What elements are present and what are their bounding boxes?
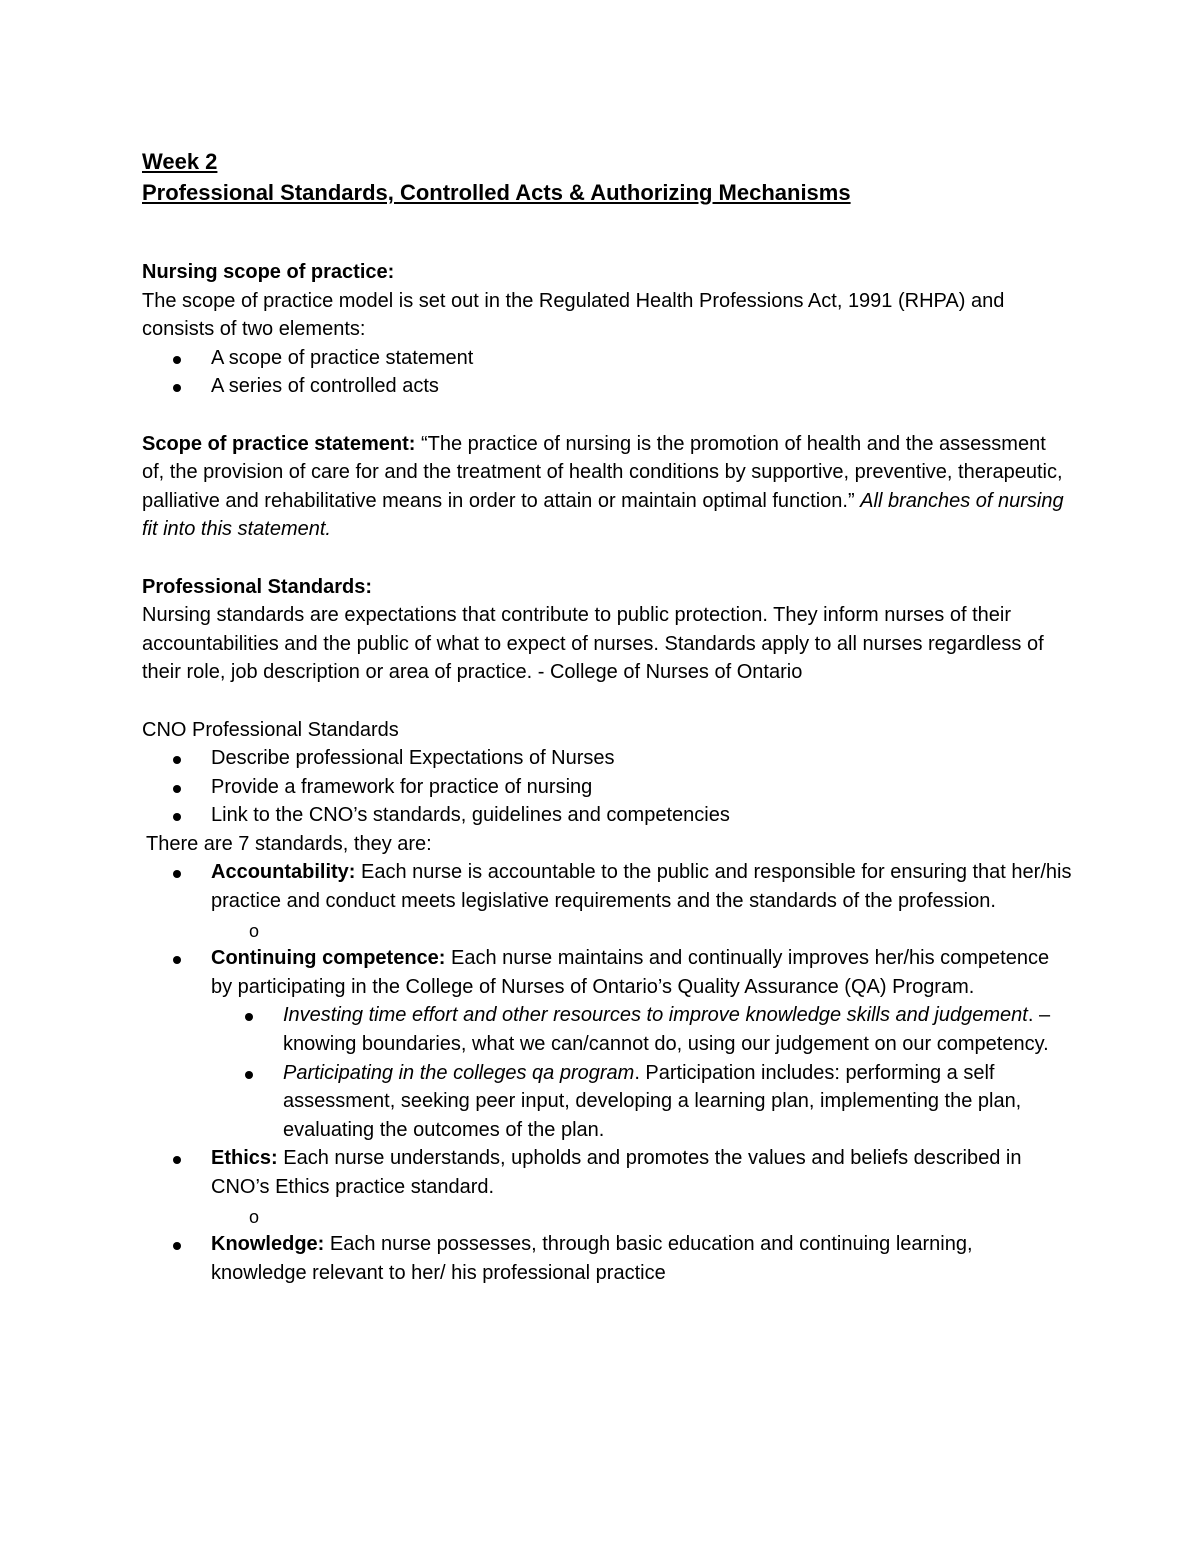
circle-bullet-icon: o xyxy=(249,1206,260,1227)
cno-list xyxy=(142,744,1072,830)
bullet-icon xyxy=(173,858,181,887)
cno-heading: CNO Professional Standards xyxy=(142,718,399,741)
list-item: Describe professional Expectations of Nurses xyxy=(142,744,1072,773)
standard-knowledge: Knowledge: Each nurse possesses, through basic education and continuing learning, knowledge relevant to her/ his professional practice xyxy=(142,1230,1072,1287)
document-title: Professional Standards, Controlled Acts & Authorizing Mechanisms xyxy=(142,180,851,205)
scope-statement-label: Scope of practice statement: xyxy=(142,432,416,455)
list-item: A series of controlled acts xyxy=(142,372,1072,401)
scope-statement-note: All branches of nursing fit into this statement. xyxy=(142,489,1064,541)
standards-heading: Professional Standards: xyxy=(142,575,373,598)
bullet-icon xyxy=(173,1144,181,1173)
competence-sub-item: Investing time effort and other resources to improve knowledge skills and judgement. – knowing boundaries, what we can/cannot do, using our judgement on our competency. xyxy=(142,1001,1072,1058)
bullet-icon xyxy=(173,344,181,373)
standard-accountability: Accountability: Each nurse is accountable to the public and responsible for ensuring that her/his practice and conduct meets legislative requirements and the standards of the profession. xyxy=(142,858,1072,915)
bullet-icon xyxy=(245,1001,253,1030)
standards-paragraph: Nursing standards are expectations that contribute to public protection. They inform nurses of their accountabilities and the public of what to expect of nurses. Standards apply to all nurses regardless of their role, job description or area of practice. - College of Nurses of Ontario xyxy=(142,604,1044,684)
seven-standards-list xyxy=(142,858,1072,1287)
scope-heading: Nursing scope of practice: xyxy=(142,261,395,283)
standard-continuing-competence: Continuing competence: Each nurse maintains and continually improves her/his competence by participating in the College of Nurses of Ontario’s Quality Assurance (QA) Program. xyxy=(142,944,1072,1001)
week-heading: Week 2 xyxy=(142,149,218,174)
seven-standards-intro: There are 7 standards, they are: xyxy=(146,832,432,855)
scope-elements-list xyxy=(142,344,1072,401)
bullet-icon xyxy=(173,372,181,401)
empty-sub-item xyxy=(142,916,1072,945)
bullet-icon xyxy=(173,801,181,830)
scope-intro: The scope of practice model is set out in the Regulated Health Professions Act, 1991 (RHPA) and consists of two elements: xyxy=(142,289,1005,341)
bullet-icon xyxy=(173,744,181,773)
bullet-icon xyxy=(245,1059,253,1088)
list-item: Link to the CNO’s standards, guidelines and competencies xyxy=(142,801,1072,830)
empty-sub-item xyxy=(142,1202,1072,1231)
scope-statement-text: “The practice of nursing is the promotion of health and the assessment of, the provision of care for and the treatment of health conditions by supportive, preventive, therapeutic, palliative and rehabilitative means in order to attain or maintain optimal function.” xyxy=(142,432,1063,512)
competence-sub-item: Participating in the colleges qa program. Participation includes: performing a self assessment, seeking peer input, developing a learning plan, implementing the plan, evaluating the outcomes of the plan. xyxy=(142,1059,1072,1145)
standard-ethics: Ethics: Each nurse understands, upholds and promotes the values and beliefs described in CNO’s Ethics practice standard. xyxy=(142,1144,1072,1201)
circle-bullet-icon: o xyxy=(249,920,260,941)
bullet-icon xyxy=(173,944,181,973)
bullet-icon xyxy=(173,1230,181,1259)
list-item: Provide a framework for practice of nursing xyxy=(142,773,1072,802)
list-item: A scope of practice statement xyxy=(142,344,1072,373)
scope-statement-paragraph xyxy=(142,430,1072,544)
bullet-icon xyxy=(173,773,181,802)
document-page xyxy=(142,146,1072,1287)
